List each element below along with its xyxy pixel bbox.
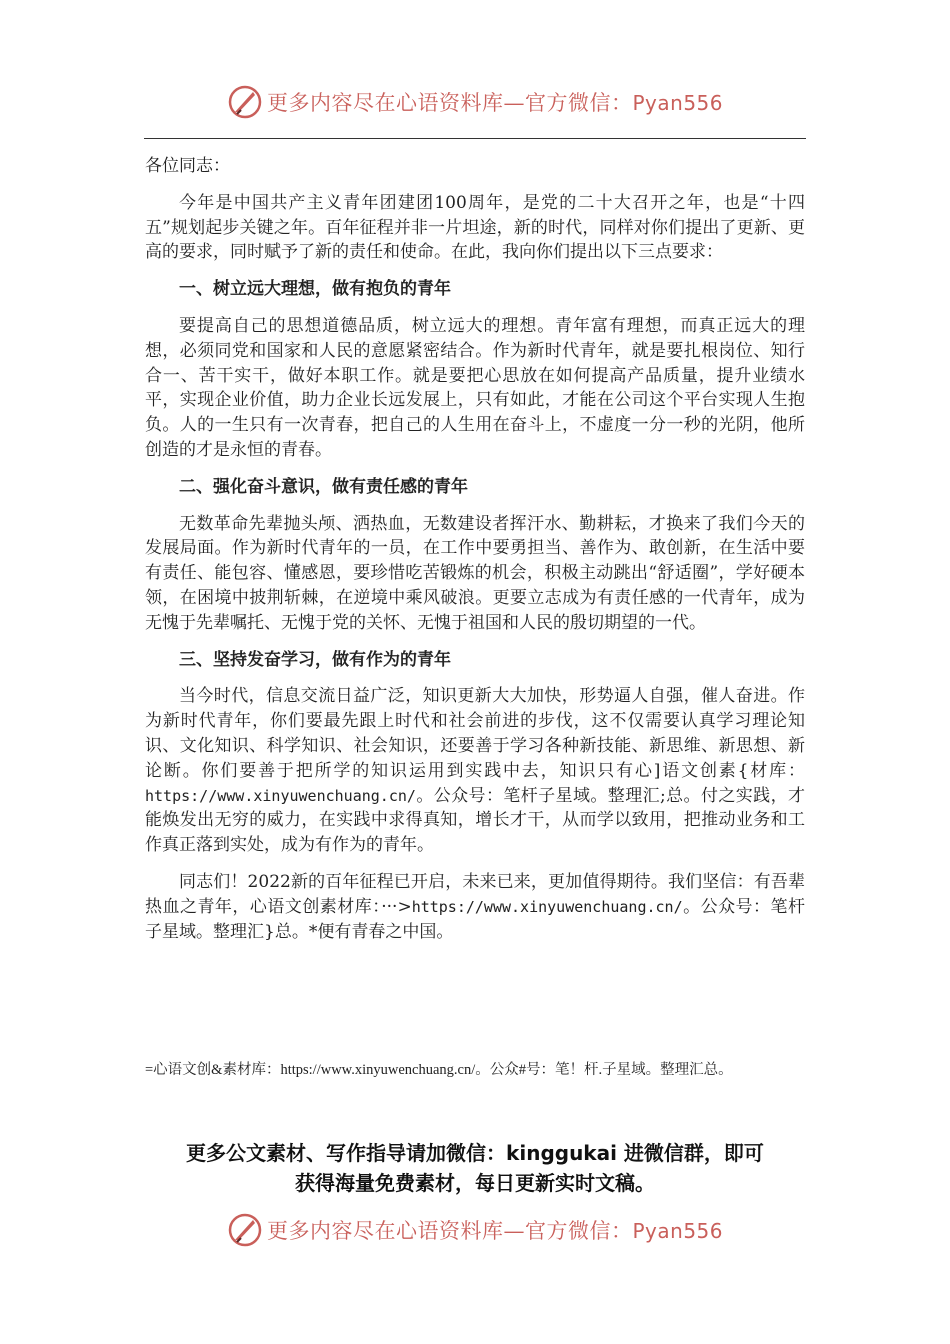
section-1-heading: 一、树立远大理想，做有抱负的青年	[179, 279, 451, 300]
header-banner	[0, 82, 950, 122]
header-banner-text: 更多内容尽在心语资料库—官方微信：Pyan556	[266, 91, 723, 115]
quill-logo-icon	[227, 84, 263, 120]
section-3-url: https://www.xinyuwenchuang.cn/	[145, 786, 416, 805]
document-body	[145, 154, 805, 956]
footer-banner	[0, 1210, 950, 1250]
section-3-heading: 三、坚持发奋学习，做有作为的青年	[179, 649, 451, 670]
promo-block	[125, 1138, 825, 1198]
footer-banner-text: 更多内容尽在心语资料库—官方微信：Pyan556	[266, 1219, 723, 1243]
promo-line-2: 获得海量免费素材，每日更新实时文稿。	[295, 1171, 655, 1195]
header-divider	[144, 138, 806, 139]
intro-paragraph: 今年是中国共产主义青年团建团100周年，是党的二十大召开之年，也是“十四五”规划起步关键之年。百年征程并非一片坦途，新的时代，同样对你们提出了更新、更高的要求，同时赋予了新的责任和使命。在此，我向你们提出以下三点要求：	[145, 192, 805, 263]
closing-url: https://www.xinyuwenchuang.cn/	[411, 897, 683, 916]
section-2-paragraph: 无数革命先辈抛头颅、洒热血，无数建设者挥汗水、勤耕耘，才换来了我们今天的发展局面。作为新时代青年的一员，在工作中要勇担当、善作为、敢创新，在生活中要有责任、能包容、懂感恩，要珍惜吃苦锻炼的机会，积极主动跳出“舒适圈”，学好硬本领，在困境中披荆斩棘，在逆境中乘风破浪。更要立志成为有责任感的一代青年，成为无愧于先辈嘱托、无愧于党的关怀、无愧于祖国和人民的殷切期望的一代。	[145, 513, 805, 633]
section-2-heading: 二、强化奋斗意识，做有责任感的青年	[179, 476, 468, 497]
section-1-paragraph: 要提高自己的思想道德品质，树立远大的理想。青年富有理想，而真正远大的理想，必须同党和国家和人民的意愿紧密结合。作为新时代青年，就是要扎根岗位、知行合一、苦干实干，做好本职工作。就是要把心思放在如何提高产品质量，提升业绩水平，实现企业价值，助力企业长远发展上，只有如此，才能在公司这个平台实现人生抱负。人的一生只有一次青春，把自己的人生用在奋斗上，不虚度一分一秒的光阴，他所创造的才是永恒的青春。	[145, 315, 805, 460]
salutation: 各位同志：	[145, 156, 230, 176]
section-3-paragraph: 当今时代，信息交流日益广泛，知识更新大大加快，形势逼人自强，催人奋进。作为新时代青年，你们要最先跟上时代和社会前进的步伐，这不仅需要认真学习理论知识、文化知识、科学知识、社会知识，还要善于学习各种新技能、新思维、新思想、新论断。你们要善于把所学的知识运用到实践中去，知识只有心]语文创素{材库：https://www.xinyuwenchuang.cn/。公众号：笔杆子星域。整理汇;总。付之实践，才能焕发出无穷的威力，在实践中求得真知，增长才干，从而学以致用，把推动业务和工作真正落到实处，成为有作为的青年。	[145, 686, 805, 856]
source-footnote: =心语文创&素材库：https://www.xinyuwenchuang.cn/。公众#号：笔！杆.子星域。整理汇总。	[145, 1062, 733, 1078]
header-wechat-id: Pyan556	[632, 91, 723, 115]
footer-wechat-id: Pyan556	[632, 1219, 723, 1243]
promo-line-1: 更多公文素材、写作指导请加微信：kinggukai 进微信群，即可	[186, 1141, 764, 1165]
closing-paragraph: 同志们！2022新的百年征程已开启，未来已来，更加值得期待。我们坚信：有吾辈热血之青年，心语文创素材库：···>https://www.xinyuwenchuang.cn/。公众号：笔杆子星域。整理汇}总。*便有青春之中国。	[145, 871, 805, 942]
quill-logo-icon	[227, 1212, 263, 1248]
